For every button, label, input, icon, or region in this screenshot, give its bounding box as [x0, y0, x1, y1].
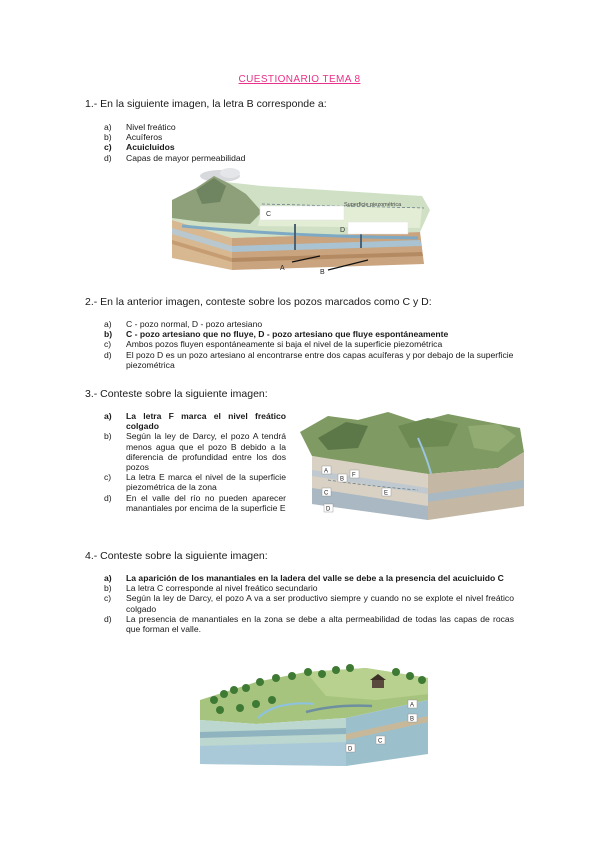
q4-option-a[interactable]: a) La aparición de los manantiales en la ladera del valle se debe a la presencia del acuicluido C [104, 573, 504, 583]
fig1-piezometric-caption: Superficie piezométrica [344, 202, 402, 208]
q4-option-b[interactable]: b) La letra C corresponde al nivel freático secundario [104, 583, 318, 594]
fig1-label-c: C [266, 211, 272, 218]
q2-option-b[interactable]: b) C - pozo artesiano que no fluye, D - pozo artesiano que fluye espontáneamente [104, 329, 449, 340]
figure-1-aquifer-diagram [162, 166, 438, 276]
fig2-label-a: A [324, 468, 329, 475]
question-3-options [104, 411, 286, 513]
question-4-heading: 4.- Conteste sobre la siguiente imagen: [85, 550, 268, 562]
fig1-label-b: B [320, 269, 325, 276]
question-3-heading: 3.- Conteste sobre la siguiente imagen: [85, 388, 268, 400]
page-title: CUESTIONARIO TEMA 8 [238, 74, 361, 85]
q2-option-c[interactable]: c) Ambos pozos fluyen espontáneamente si baja el nivel de la superficie piezométrica [104, 339, 443, 350]
fig2-label-e: E [384, 490, 389, 497]
q4-option-c[interactable]: c) Según la ley de Darcy, el pozo A va a ser productivo siempre y cuando no se explote el nivel freático colgado [104, 593, 514, 614]
fig3-label-b: B [410, 716, 415, 723]
fig3-label-d: D [348, 746, 353, 753]
fig2-label-c: C [324, 490, 329, 497]
question-1-heading: 1.- En la siguiente imagen, la letra B corresponde a: [85, 98, 327, 110]
q1-option-a[interactable]: a) Nivel freático [104, 122, 176, 132]
fig3-label-a: A [410, 702, 415, 709]
q1-option-b[interactable]: b) Acuíferos [104, 132, 163, 143]
question-2-options [104, 319, 522, 370]
fig1-label-d: D [340, 227, 346, 234]
q1-option-c[interactable]: c) Acuicluidos [104, 142, 175, 153]
q3-option-d[interactable]: d) En el valle del río no pueden aparecer manantiales por encima de la superficie E [104, 492, 286, 513]
figure-2-valley-diagram [298, 408, 528, 526]
q2-option-d[interactable]: d) El pozo D es un pozo artesiano al encontrarse entre dos capas acuíferas y por debajo de la superficie piezométrica [104, 349, 514, 370]
q3-option-a[interactable]: a) La letra F marca el nivel freático colgado [104, 411, 286, 432]
q1-option-d[interactable]: d) Capas de mayor permeabilidad [104, 152, 246, 163]
fig2-label-b: B [340, 476, 345, 483]
fig1-label-a: A [280, 265, 285, 272]
q3-option-c[interactable]: c) La letra E marca el nivel de la superficie piezométrica de la zona [104, 472, 286, 493]
fig2-label-f: F [352, 472, 356, 479]
q4-option-d[interactable]: d) La presencia de manantiales en la zona se debe a alta permeabilidad de todas las capas de rocas que forman el valle. [104, 613, 514, 635]
fig2-label-d: D [326, 506, 331, 513]
q3-option-b[interactable]: b) Según la ley de Darcy, el pozo A tendrá menos agua que el pozo B debido a la diferencia de profundidad entre los dos pozos [104, 431, 286, 473]
question-1-options [104, 122, 404, 163]
q2-option-a[interactable]: a) C - pozo normal, D - pozo artesiano [104, 319, 263, 329]
question-2-heading: 2.- En la anterior imagen, conteste sobre los pozos marcados como C y D: [85, 296, 432, 308]
question-4-options [104, 573, 514, 634]
figure-3-hillside-diagram [196, 660, 436, 772]
fig3-label-c: C [378, 738, 383, 745]
